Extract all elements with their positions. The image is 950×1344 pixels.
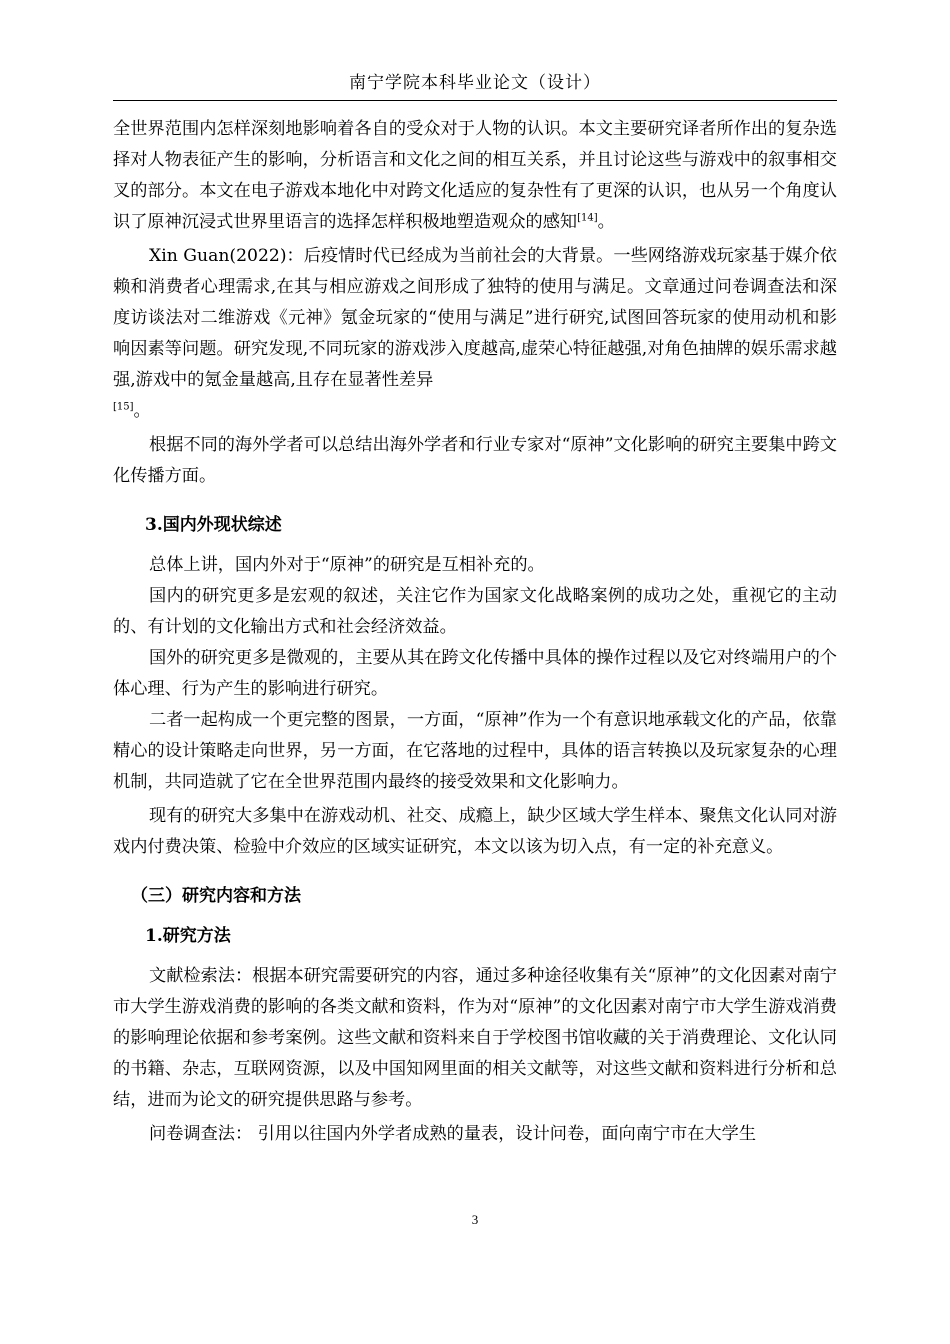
section-heading-research: （三）研究内容和方法 [131,886,301,906]
paragraph-1 [113,114,837,238]
running-header: 南宁学院本科毕业论文（设计） [349,73,601,93]
paragraph-7: 二者一起构成一个更完整的图景，一方面，“原神”作为一个有意识地承载文化的产品，依靠精心的设计策略走向世界，另一方面，在它落地的过程中，具体的语言转换以及玩家复杂的心理机制，共同造就了它在全世界范围内最终的接受效果和文化影响力。 [113,710,837,792]
citation-15: [15] [113,401,134,413]
paragraph-2-text: Xin Guan(2022)：后疫情时代已经成为当前社会的大背景。一些网络游戏玩家基于媒介依赖和消费者心理需求,在其与相应游戏之间形成了独特的使用与满足。文章通过问卷调查法和深度访谈法对二维游戏《元神》氪金玩家的“使用与满足”进行研究,试图回答玩家的使用动机和影响因素等问题。研究发现,不同玩家的游戏涉入度越高,虚荣心特征越强,对角色抽牌的娱乐需求越强,游戏中的氪金量越高,且存在显著性差异 [113,246,837,390]
paragraph-6: 国外的研究更多是微观的，主要从其在跨文化传播中具体的操作过程以及它对终端用户的个体心理、行为产生的影响进行研究。 [113,648,837,699]
paragraph-1-text: 全世界范围内怎样深刻地影响着各自的受众对于人物的认识。本文主要研究译者所作出的复杂选择对人物表征产生的影响，分析语言和文化之间的相互关系，并且讨论这些与游戏中的叙事相交叉的部分。本文在电子游戏本地化中对跨文化适应的复杂性有了更深的认识，也从另一个角度认识了原神沉浸式世界里语言的选择怎样积极地塑造观众的感知 [113,119,837,232]
paragraph-2 [113,241,837,427]
paragraph-8: 现有的研究大多集中在游戏动机、社交、成瘾上，缺少区域大学生样本、聚焦文化认同对游戏内付费决策、检验中介效应的区域实证研究，本文以该为切入点，有一定的补充意义。 [113,806,837,857]
paragraph-1-end: 。 [597,212,615,232]
page-body [113,114,837,1150]
paragraph-2-end: 。 [133,401,151,421]
subsection-heading-methods: 1.研究方法 [145,926,231,946]
header-rule [113,100,837,101]
paragraph-4: 总体上讲，国内外对于“原神”的研究是互相补充的。 [149,555,545,575]
paragraph-5: 国内的研究更多是宏观的叙述，关注它作为国家文化战略案例的成功之处，重视它的主动的、有计划的文化输出方式和社会经济效益。 [113,586,837,637]
page-number: 3 [471,1212,479,1227]
citation-14: [14] [577,212,598,224]
paragraph-3: 根据不同的海外学者可以总结出海外学者和行业专家对“原神”文化影响的研究主要集中跨文化传播方面。 [113,435,837,486]
paragraph-10: 问卷调查法： 引用以往国内外学者成熟的量表，设计问卷，面向南宁市在大学生 [149,1124,757,1144]
paragraph-9: 文献检索法：根据本研究需要研究的内容，通过多种途径收集有关“原神”的文化因素对南宁市大学生游戏消费的影响的各类文献和资料，作为对“原神”的文化因素对南宁市大学生游戏消费的影响理论依据和参考案例。这些文献和资料来自于学校图书馆收藏的关于消费理论、文化认同的书籍、杂志，互联网资源，以及中国知网里面的相关文献等，对这些文献和资料进行分析和总结，进而为论文的研究提供思路与参考。 [113,966,837,1110]
section-heading-3: 3.国内外现状综述 [145,515,282,535]
